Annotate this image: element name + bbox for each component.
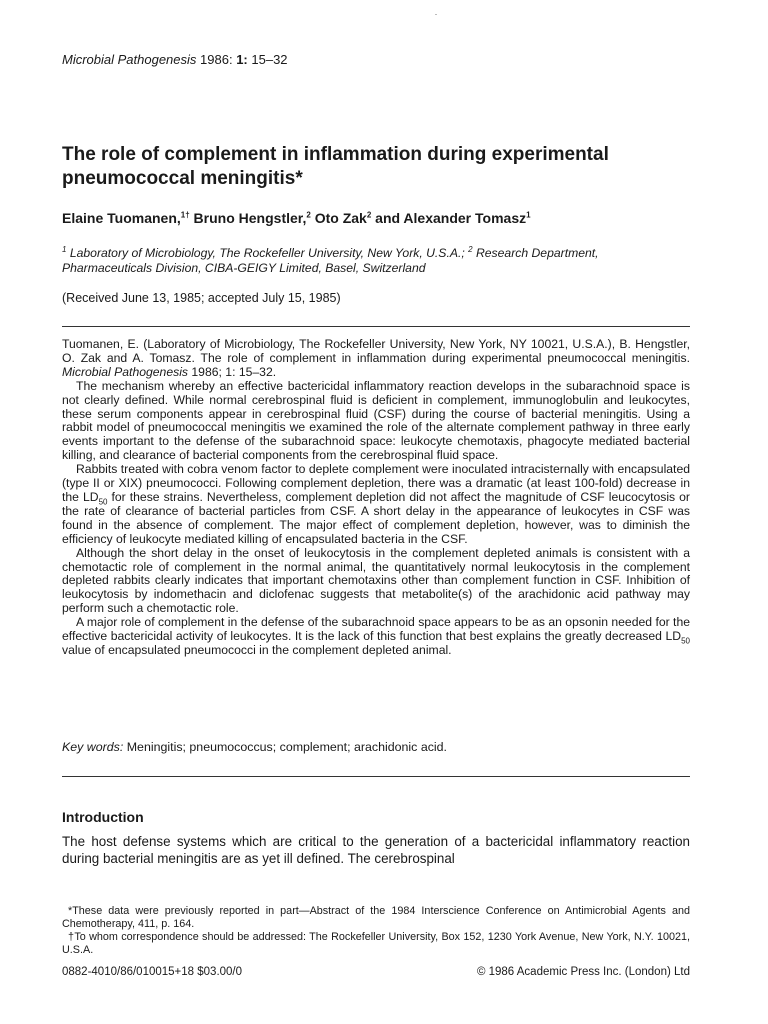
affiliation-1-marker: 1 — [62, 244, 67, 254]
abstract — [62, 338, 690, 658]
abstract-paragraph-3-a: Rabbits treated with cobra venom factor to deplete complement were inoculated intracisternally with encapsulated (type II or XIX) pneumococci. Following complement depletion, there was a dramatic (at least 100-fold) decrease in the LD — [62, 462, 690, 504]
author-2: Bruno Hengstler, — [189, 210, 307, 226]
author-4-marker: 1 — [526, 210, 531, 220]
abstract-citation — [62, 338, 690, 380]
abstract-bottom-rule — [62, 776, 690, 777]
ld50-subscript: 50 — [681, 636, 690, 646]
copyright-notice: © 1986 Academic Press Inc. (London) Ltd — [476, 966, 690, 978]
author-3: Oto Zak — [310, 210, 367, 226]
journal-name: Microbial Pathogenesis — [62, 52, 197, 67]
keywords-label: Key words: — [62, 740, 124, 754]
paper-page — [62, 0, 690, 1024]
abstract-paragraph-5 — [62, 616, 690, 658]
footnote-2: †To whom correspondence should be addressed: The Rockefeller University, Box 152, 1230 York Avenue, New York, N.Y. 10021, U.S.A. — [62, 931, 690, 956]
footnotes — [62, 905, 690, 957]
abstract-paragraph-5-a: A major role of complement in the defense of the subarachnoid space appears to be as an opsonin needed for the effective bactericidal activity of leukocytes. It is the lack of this function that best explains the greatly decreased LD — [62, 615, 690, 644]
abstract-paragraph-4: Although the short delay in the onset of leukocytosis in the complement depleted animals is consistent with a chemotactic role of complement in the normal animal, the quantitatively normal leukocytosis in the complement depleted rabbits clearly indicates that important chemotaxins other than complement function in CSF. Inhibition of leukocytosis by indomethacin and diclofenac suggests that metabolite(s) of the arachidonic acid pathway may perform such a chemotactic role. — [62, 545, 690, 616]
abstract-top-rule — [62, 326, 690, 327]
received-dates: (Received June 13, 1985; accepted July 15, 1985) — [62, 291, 341, 305]
abstract-paragraph-3 — [62, 463, 690, 546]
journal-year: 1986: — [200, 52, 233, 67]
issn-price-code: 0882-4010/86/010015+18 $03.00/0 — [62, 966, 243, 978]
affiliations — [62, 246, 690, 275]
author-3-marker: 2 — [366, 210, 372, 220]
affiliation-2-marker: 2 — [468, 244, 473, 254]
journal-volume: 1: — [236, 52, 248, 67]
introduction-text: The host defense systems which are critical to the generation of a bactericidal inflammatory reaction during bacterial meningitis are as yet ill defined. The cerebrospinal — [62, 834, 690, 866]
author-1: Elaine Tuomanen, — [62, 210, 181, 226]
abstract-citation-journal: Microbial Pathogenesis — [62, 364, 189, 379]
author-list — [62, 210, 531, 226]
journal-pages: 15–32 — [251, 52, 288, 67]
journal-citation — [62, 52, 288, 67]
abstract-paragraph-3-b: for these strains. Nevertheless, complement depletion did not affect the magnitude of CSF leucocytosis or the rate of clearance of bacterial particles from CSF. A short delay in the appearance of leukocytes in CSF was found in the absence of complement. The major effect of complement depletion, however, was to diminish the efficiency of leukocyte mediated killing of encapsulated bacteria in the CSF. — [62, 489, 690, 546]
abstract-citation-post: 1986; 1: 15–32. — [188, 364, 277, 379]
author-1-marker: 1† — [180, 210, 190, 220]
keywords — [62, 740, 447, 754]
abstract-citation-pre: Tuomanen, E. (Laboratory of Microbiology, The Rockefeller University, New York, NY 10021, U.S.A.), B. Hengstler, O. Zak and A. Tomasz. The role of complement in inflammation during experimental pneumococcal meningitis. — [62, 337, 690, 365]
keywords-text: Meningitis; pneumococcus; complement; arachidonic acid. — [123, 740, 447, 754]
author-2-marker: 2 — [306, 210, 311, 220]
author-4: and Alexander Tomasz — [371, 210, 527, 226]
introduction-heading: Introduction — [62, 809, 144, 825]
abstract-paragraph-5-b: value of encapsulated pneumococci in the complement depleted animal. — [62, 642, 452, 657]
footnote-1: *These data were previously reported in part—Abstract of the 1984 Interscience Conference on Antimicrobial Agents and Chemotherapy, 411, p. 164. — [62, 905, 690, 930]
ld50-subscript: 50 — [98, 497, 108, 507]
abstract-paragraph-2: The mechanism whereby an effective bactericidal inflammatory reaction develops in the subarachnoid space is not clearly defined. While normal cerebrospinal fluid is deficient in complement, immunoglobulin and leukocytes, these serum components appear in cerebrospinal fluid (CSF) during the course of bacterial meningitis. Using a rabbit model of pneumococcal meningitis we examined the role of the alternate complement pathway in three early events important to the defense of the subarachnoid space: leukocyte chemotaxis, phagocyte mediated bacterial killing, and clearance of bacterial components from the cerebrospinal fluid space. — [62, 378, 690, 463]
affiliation-2: Research Department, Pharmaceuticals Division, CIBA-GEIGY Limited, Basel, Switzerland — [62, 246, 599, 275]
affiliation-1: Laboratory of Microbiology, The Rockefeller University, New York, U.S.A.; — [66, 246, 469, 260]
paper-title: The role of complement in inflammation during experimental pneumococcal meningitis* — [62, 144, 609, 189]
